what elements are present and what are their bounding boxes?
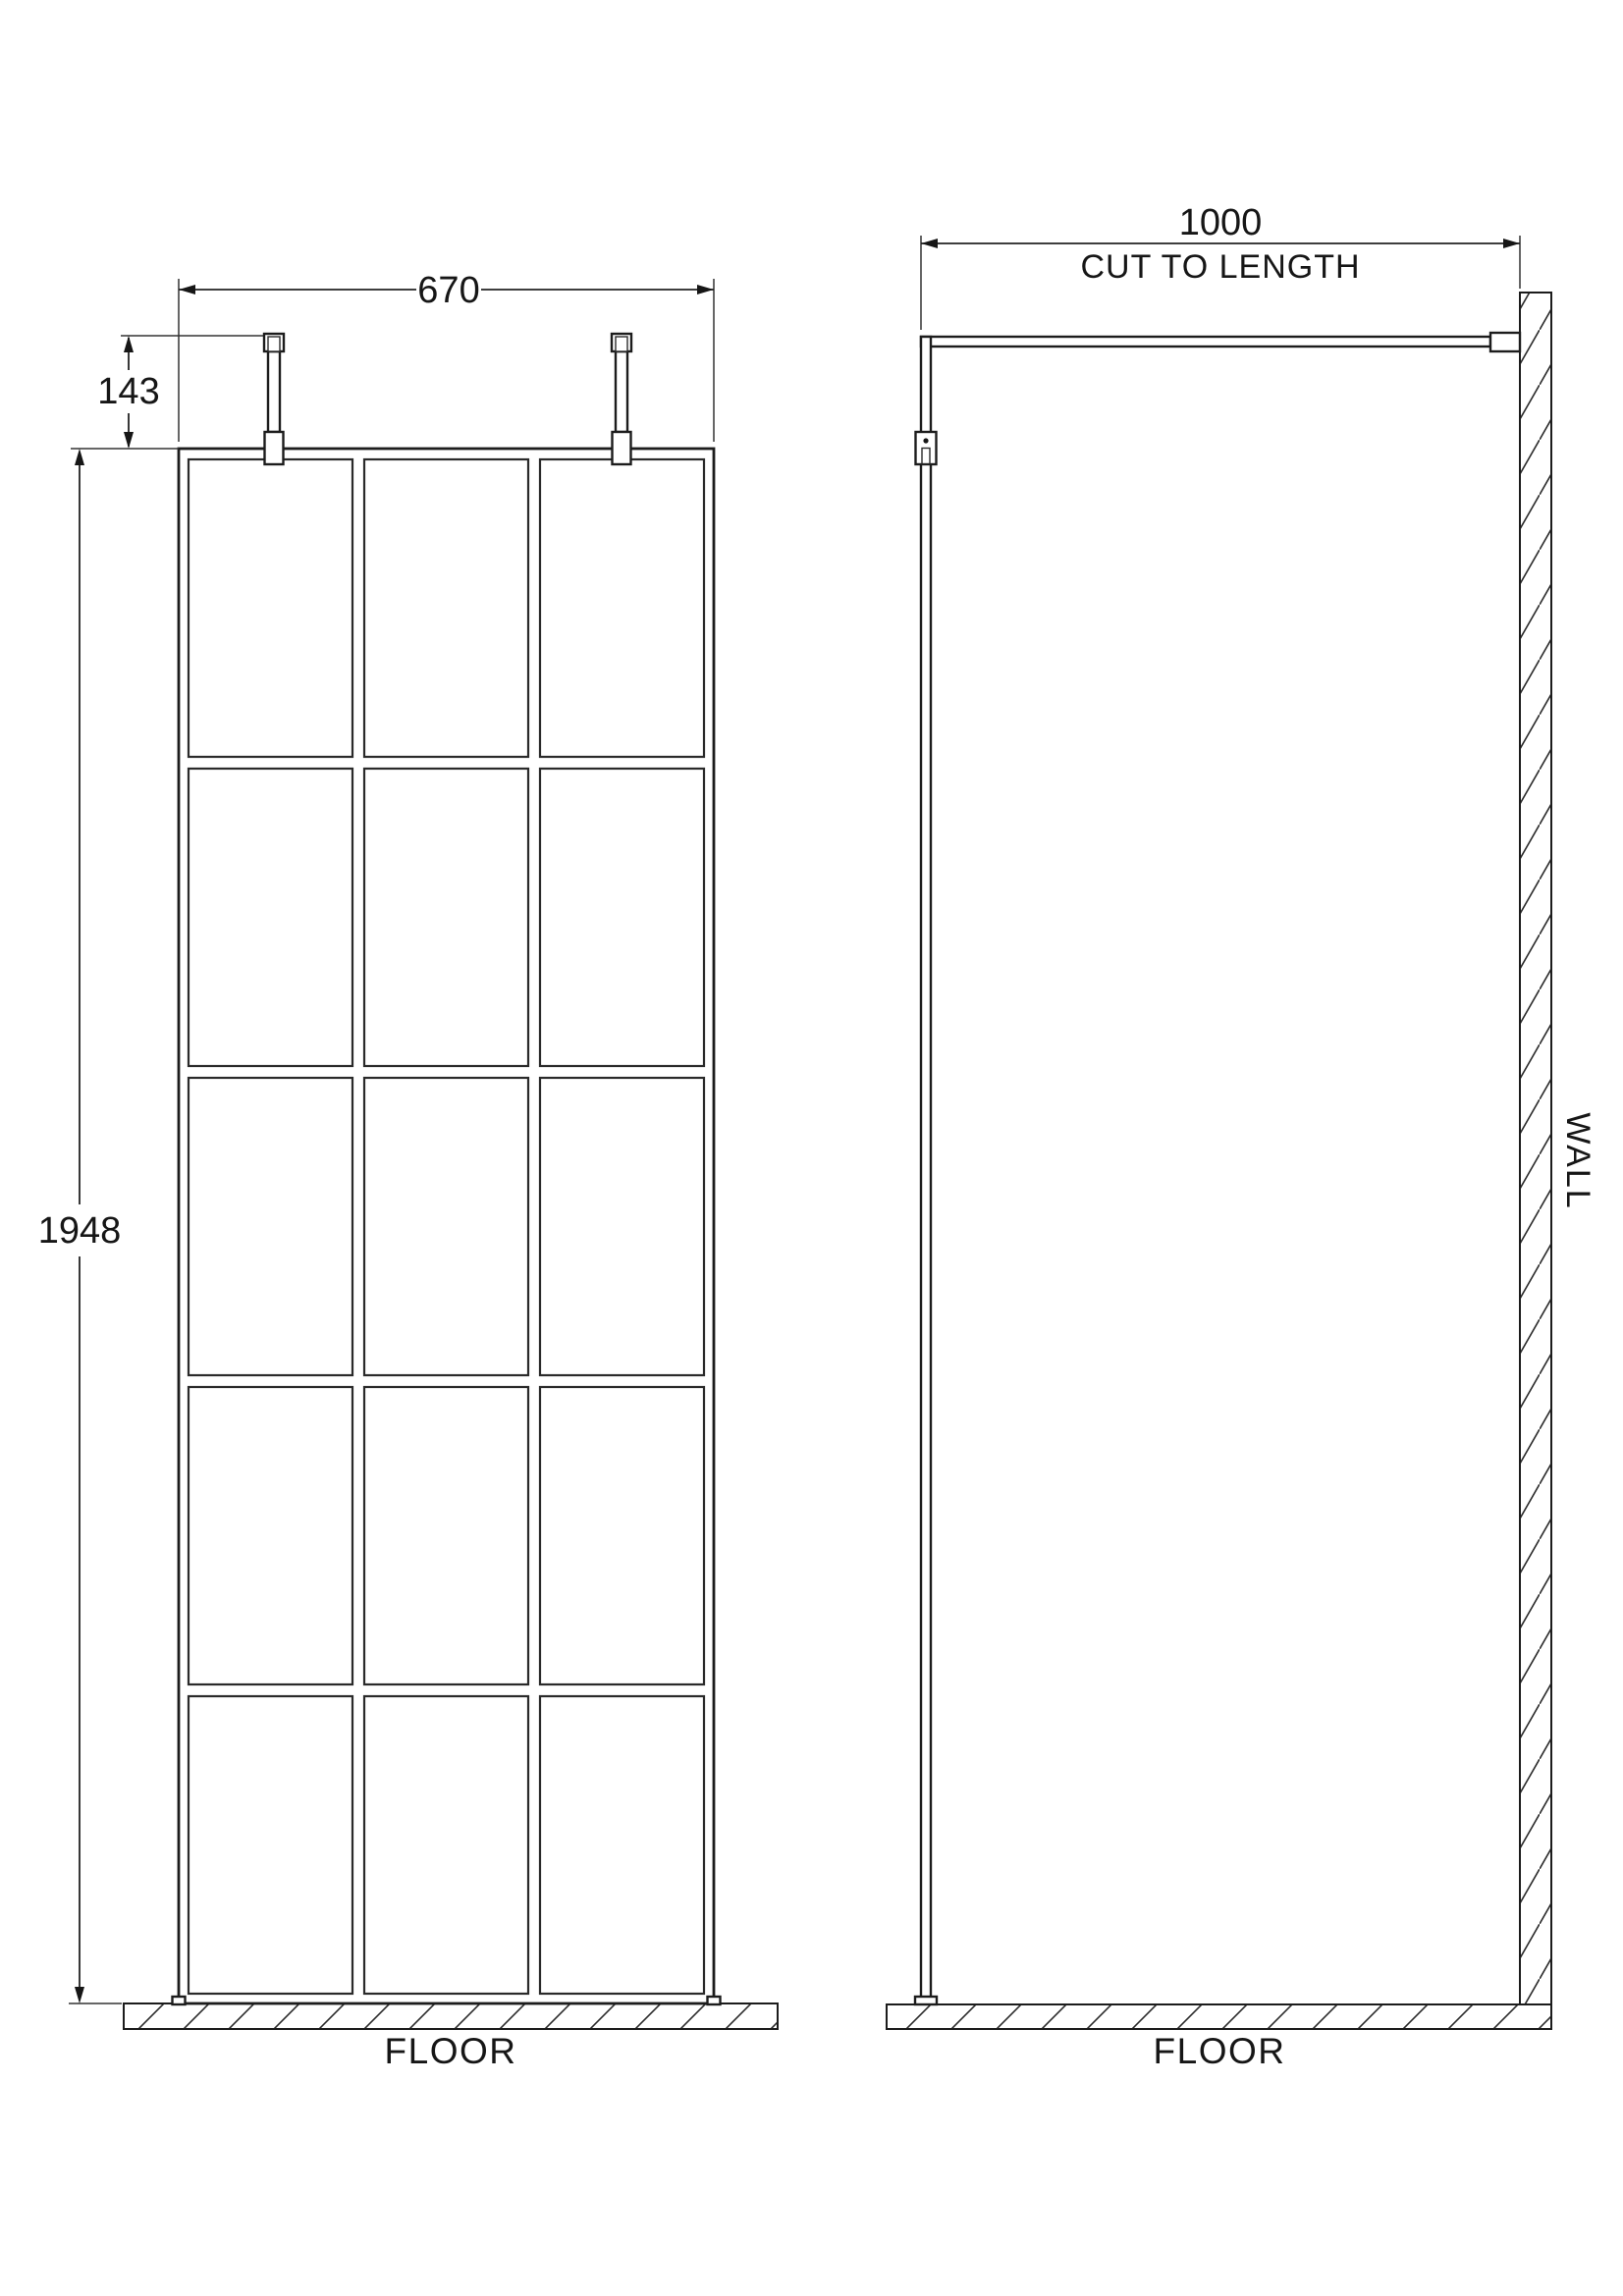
glass-pane: [364, 769, 528, 1066]
dim-width-text: 670: [417, 270, 480, 311]
post-top-bracket-inner: [616, 337, 627, 351]
glass-pane: [540, 459, 704, 757]
glass-pane: [364, 1387, 528, 1684]
glass-pane: [189, 769, 352, 1066]
dim-depth-text: 1000: [1178, 202, 1263, 243]
panel-height-dimension: [38, 449, 122, 2003]
edge-clamp: [916, 432, 937, 464]
glass-pane: [540, 769, 704, 1066]
post-top-bracket-inner: [268, 337, 280, 351]
floor-foot-left: [173, 1997, 186, 2004]
arrow-down-icon: [75, 1987, 84, 2003]
clamp-glass-slot: [922, 449, 930, 464]
floor-section-side: [887, 2004, 1551, 2029]
arrow-down-icon: [124, 432, 134, 449]
glass-pane: [189, 1696, 352, 1994]
glass-pane: [364, 459, 528, 757]
glass-pane: [364, 1696, 528, 1994]
glass-grid: [189, 459, 704, 1994]
dim-panel-height-text: 1948: [37, 1210, 122, 1252]
front-elevation-view: [38, 270, 778, 2071]
post-rod: [616, 351, 627, 432]
arrow-right-icon: [697, 285, 714, 294]
post-glass-clamp: [613, 432, 631, 464]
arrow-up-icon: [75, 449, 84, 465]
glass-pane: [364, 1078, 528, 1375]
post-glass-clamp: [265, 432, 284, 464]
wall-section: [1520, 293, 1551, 2004]
support-post-left: [264, 334, 284, 464]
floor-label-front: FLOOR: [384, 2031, 517, 2071]
arrow-left-icon: [179, 285, 195, 294]
floor-section-front: [124, 2003, 778, 2029]
wall-label: WALL: [1559, 1112, 1596, 1210]
depth-dimension: [921, 202, 1520, 330]
support-arm: [921, 337, 1490, 347]
glass-pane: [189, 1078, 352, 1375]
floor-foot-right: [708, 1997, 721, 2004]
arrow-left-icon: [921, 239, 938, 248]
glass-pane: [540, 1387, 704, 1684]
width-dimension: [179, 270, 714, 442]
dim-post-height-text: 143: [97, 371, 160, 412]
glass-pane: [540, 1696, 704, 1994]
side-elevation-view: [887, 202, 1596, 2071]
post-rod: [268, 351, 280, 432]
arrow-right-icon: [1503, 239, 1520, 248]
arrow-up-icon: [124, 336, 134, 352]
cut-to-length-text: CUT TO LENGTH: [1080, 248, 1361, 286]
clamp-screw-dot: [923, 438, 928, 443]
glass-pane: [189, 1387, 352, 1684]
glass-panel-edge: [921, 337, 931, 1999]
support-post-right: [612, 334, 631, 464]
floor-foot-side: [915, 1997, 937, 2004]
glass-pane: [189, 459, 352, 757]
wall-bracket: [1490, 333, 1520, 351]
floor-label-side: FLOOR: [1153, 2031, 1286, 2071]
glass-pane: [540, 1078, 704, 1375]
post-height-dimension: [71, 336, 263, 449]
